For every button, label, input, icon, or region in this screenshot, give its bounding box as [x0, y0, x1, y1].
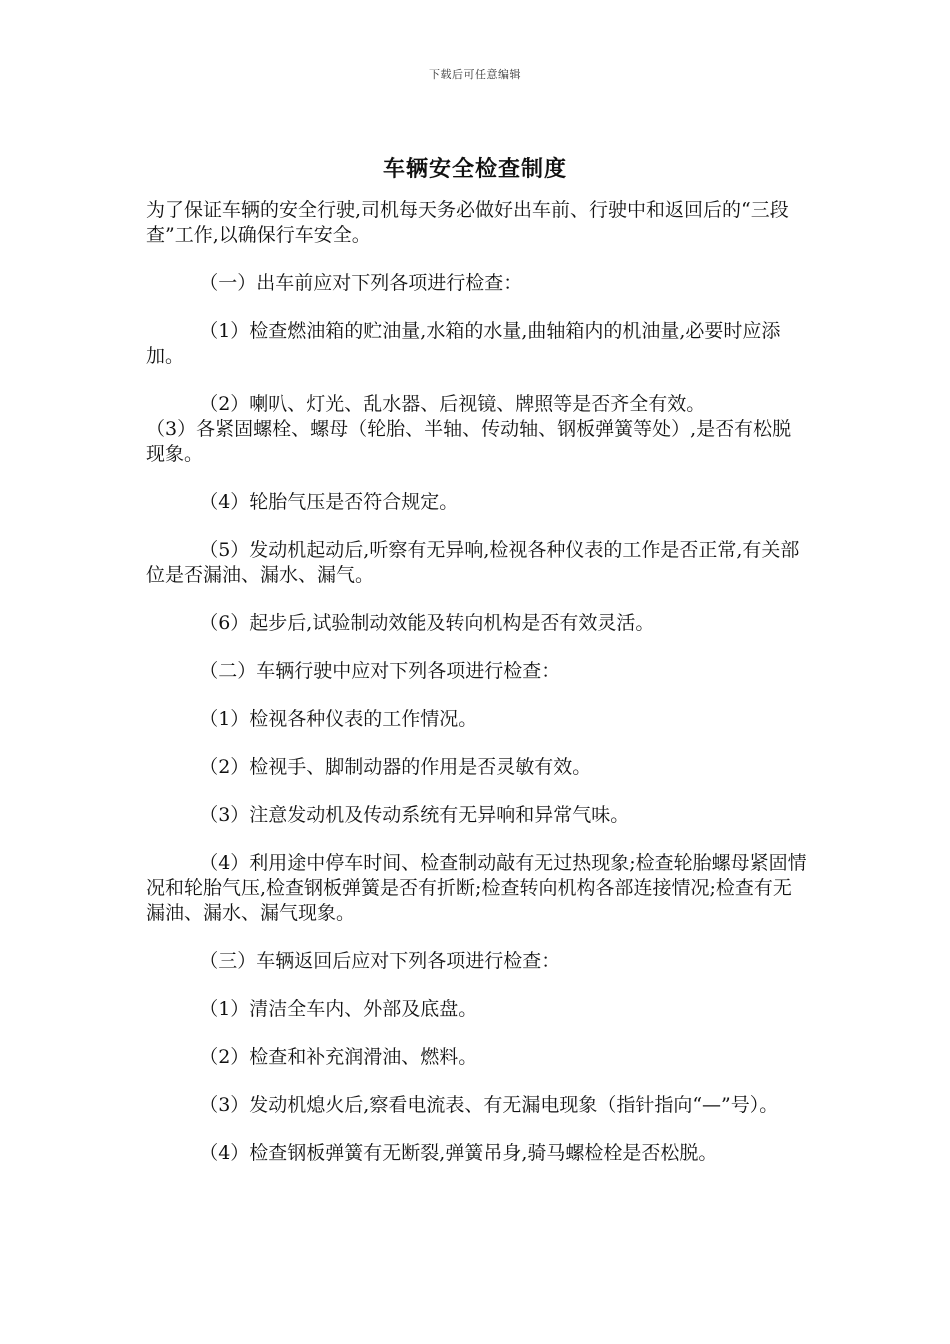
paragraph-spacer: [146, 467, 808, 490]
paragraph: （2）检视手、脚制动器的作用是否灵敏有效。: [199, 756, 592, 778]
paragraph-spacer: [146, 1070, 808, 1093]
paragraph: （5）发动机起动后,听察有无异响,检视各种仪表的工作是否正常,有关部位是否漏油、漏水、漏气。: [146, 539, 800, 586]
paragraph-spacer: [146, 1022, 808, 1045]
paragraph-spacer: [146, 369, 808, 392]
paragraph: （3）注意发动机及传动系统有无异响和异常气味。: [199, 804, 630, 826]
paragraph-spacer: [146, 588, 808, 611]
paragraph: （6）起步后,试验制动效能及转向机构是否有效灵活。: [199, 612, 655, 634]
paragraph: （二）车辆行驶中应对下列各项进行检查：: [199, 660, 561, 682]
paragraph: （三）车辆返回后应对下列各项进行检查：: [199, 950, 561, 972]
paragraph-spacer: [146, 684, 808, 707]
document-body: [146, 198, 808, 1166]
paragraph: 为了保证车辆的安全行驶,司机每天务必做好出车前、行驶中和返回后的“三段查”工作,以确保行车安全。: [146, 199, 789, 246]
paragraph: （3）各紧固螺栓、螺母（轮胎、半轴、传动轴、钢板弹簧等处）,是否有松脱现象。: [146, 418, 792, 465]
paragraph-spacer: [146, 296, 808, 319]
paragraph-spacer: [146, 974, 808, 997]
paragraph: （2）喇叭、灯光、乱水器、后视镜、牌照等是否齐全有效。: [199, 393, 706, 415]
paragraph-spacer: [146, 1118, 808, 1141]
paragraph: （1）检查燃油箱的贮油量,水箱的水量,曲轴箱内的机油量,必要时应添加。: [146, 320, 781, 367]
paragraph-spacer: [146, 248, 808, 271]
header-note: 下载后可任意编辑: [429, 68, 521, 81]
paragraph: （一）出车前应对下列各项进行检查：: [199, 272, 523, 294]
paragraph: （4）轮胎气压是否符合规定。: [199, 491, 459, 513]
paragraph-spacer: [146, 780, 808, 803]
paragraph: （4）检查钢板弹簧有无断裂,弹簧吊身,骑马螺检栓是否松脱。: [199, 1142, 718, 1164]
paragraph-spacer: [146, 926, 808, 949]
document-title: 车辆安全检查制度: [382, 156, 567, 182]
paragraph-spacer: [146, 828, 808, 851]
paragraph: （3）发动机熄火后,察看电流表、有无漏电现象（指针指向“—”号）。: [199, 1094, 779, 1116]
paragraph-spacer: [146, 732, 808, 755]
paragraph: （2）检查和补充润滑油、燃料。: [199, 1046, 478, 1068]
paragraph: （1）检视各种仪表的工作情况。: [199, 708, 478, 730]
paragraph-spacer: [146, 636, 808, 659]
paragraph: （4）利用途中停车时间、检查制动敲有无过热现象;检查轮胎螺母紧固情况和轮胎气压,检查钢板弹簧是否有折断;检查转向机构各部连接情况;检查有无漏油、漏水、漏气现象。: [146, 852, 807, 924]
paragraph: （1）清洁全车内、外部及底盘。: [199, 998, 478, 1020]
paragraph-spacer: [146, 515, 808, 538]
